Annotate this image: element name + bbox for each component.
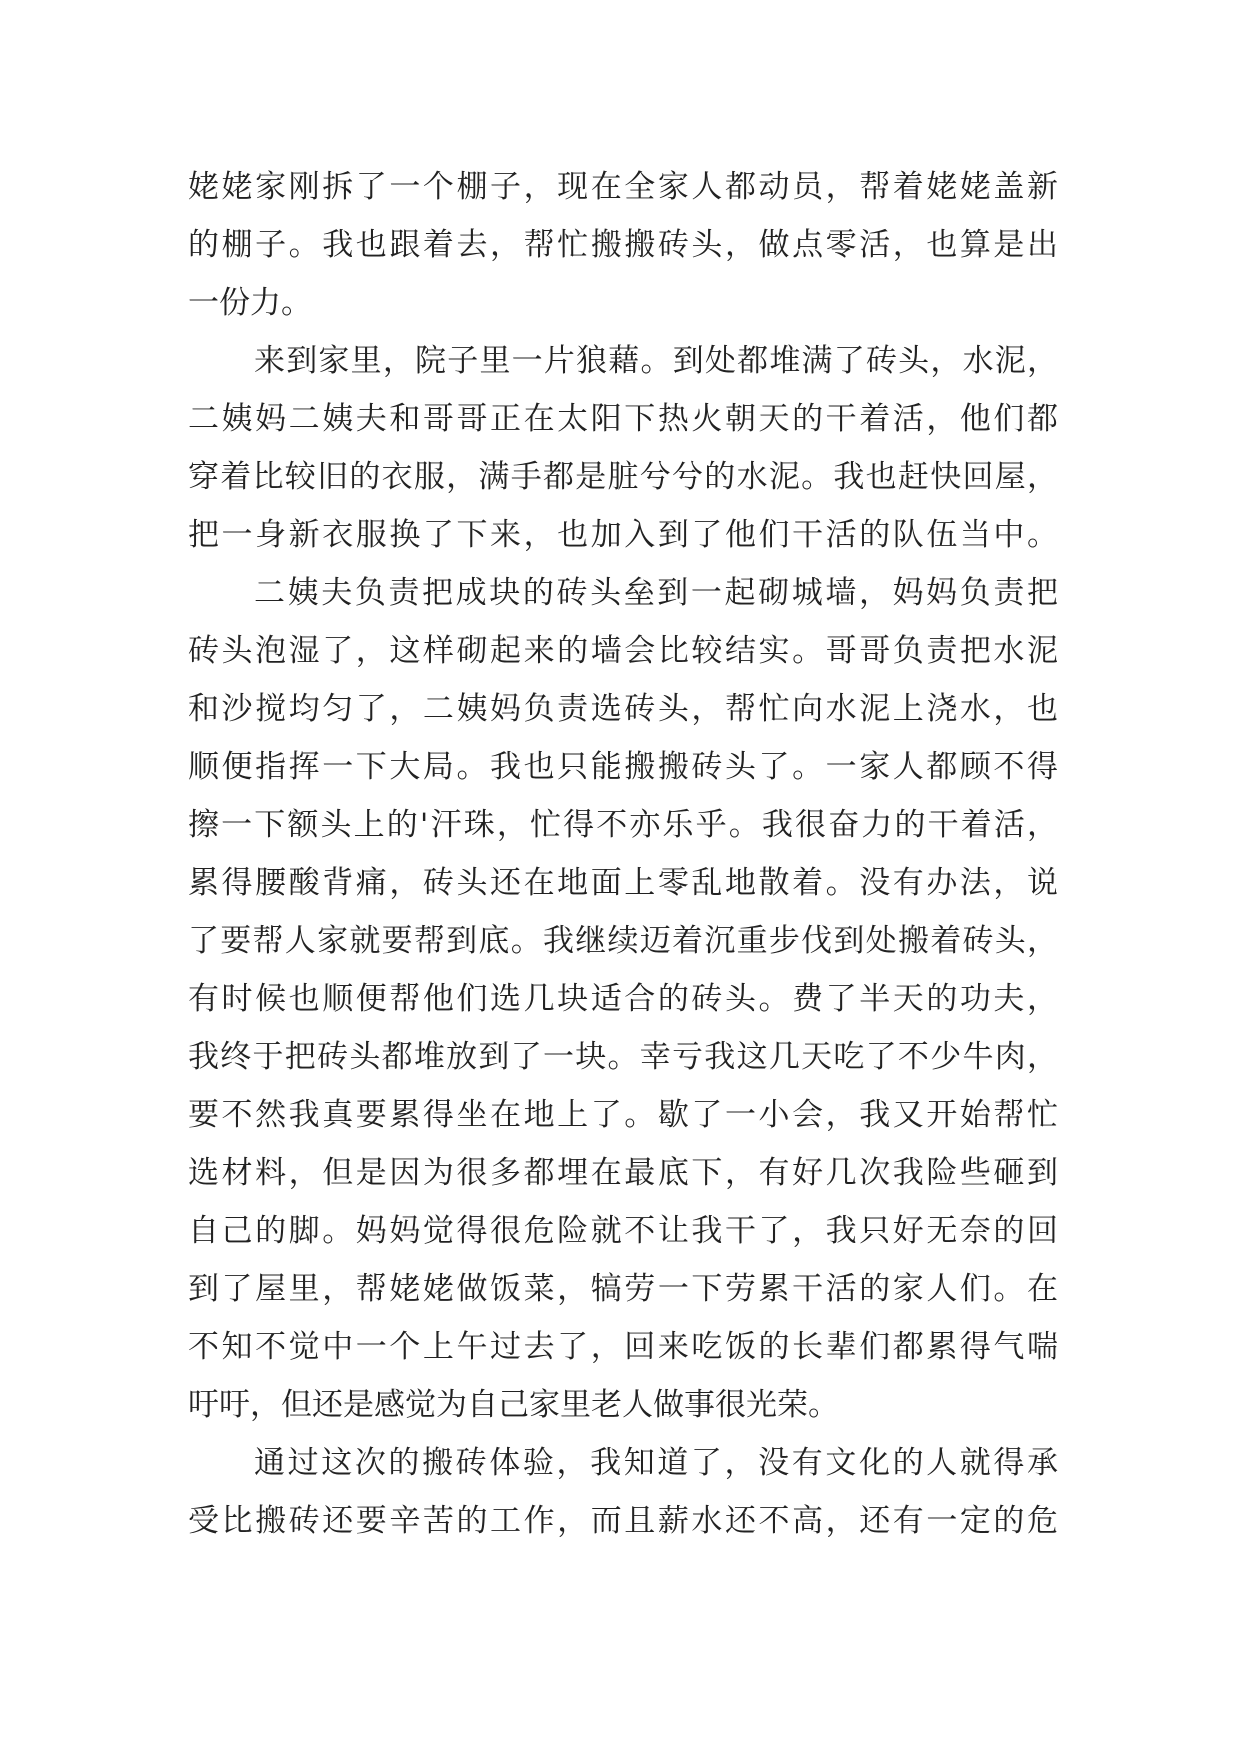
text-line: 有时候也顺便帮他们选几块适合的砖头。费了半天的功夫， xyxy=(188,981,1058,1017)
text-line: 选材料，但是因为很多都埋在最底下，有好几次我险些砸到 xyxy=(188,1155,1058,1191)
text-line: 砖头泡湿了，这样砌起来的墙会比较结实。哥哥负责把水泥 xyxy=(188,633,1058,669)
text-line: 顺便指挥一下大局。我也只能搬搬砖头了。一家人都顾不得 xyxy=(188,749,1058,785)
text-line: 把一身新衣服换了下来，也加入到了他们干活的队伍当中。 xyxy=(188,517,1058,553)
text-line: 和沙搅均匀了，二姨妈负责选砖头，帮忙向水泥上浇水，也 xyxy=(188,691,1058,727)
text-line: 要不然我真要累得坐在地上了。歇了一小会，我又开始帮忙 xyxy=(188,1097,1058,1133)
text-line: 姥姥家刚拆了一个棚子，现在全家人都动员，帮着姥姥盖新 xyxy=(188,169,1058,205)
text-line: 自己的脚。妈妈觉得很危险就不让我干了，我只好无奈的回 xyxy=(188,1213,1058,1249)
text-line: 通过这次的搬砖体验，我知道了，没有文化的人就得承 xyxy=(254,1445,1058,1481)
text-line: 了要帮人家就要帮到底。我继续迈着沉重步伐到处搬着砖头， xyxy=(188,923,1058,959)
text-line: 一份力。 xyxy=(188,285,312,321)
text-line: 擦一下额头上的'汗珠，忙得不亦乐乎。我很奋力的干着活， xyxy=(188,807,1058,843)
text-line: 到了屋里，帮姥姥做饭菜，犒劳一下劳累干活的家人们。在 xyxy=(188,1271,1058,1307)
text-line: 二姨妈二姨夫和哥哥正在太阳下热火朝天的干着活，他们都 xyxy=(188,401,1058,437)
text-line: 来到家里，院子里一片狼藉。到处都堆满了砖头，水泥， xyxy=(254,343,1058,379)
text-line: 二姨夫负责把成块的砖头垒到一起砌城墙，妈妈负责把 xyxy=(254,575,1058,611)
text-line: 不知不觉中一个上午过去了，回来吃饭的长辈们都累得气喘 xyxy=(188,1329,1058,1365)
text-line: 的棚子。我也跟着去，帮忙搬搬砖头，做点零活，也算是出 xyxy=(188,227,1058,263)
text-line: 累得腰酸背痛，砖头还在地面上零乱地散着。没有办法，说 xyxy=(188,865,1058,901)
text-line: 吁吁，但还是感觉为自己家里老人做事很光荣。 xyxy=(188,1387,839,1423)
text-line: 穿着比较旧的衣服，满手都是脏兮兮的水泥。我也赶快回屋， xyxy=(188,459,1058,495)
text-line: 我终于把砖头都堆放到了一块。幸亏我这几天吃了不少牛肉， xyxy=(188,1039,1058,1075)
body-text xyxy=(188,158,1058,1550)
text-line: 受比搬砖还要辛苦的工作，而且薪水还不高，还有一定的危 xyxy=(188,1503,1058,1539)
